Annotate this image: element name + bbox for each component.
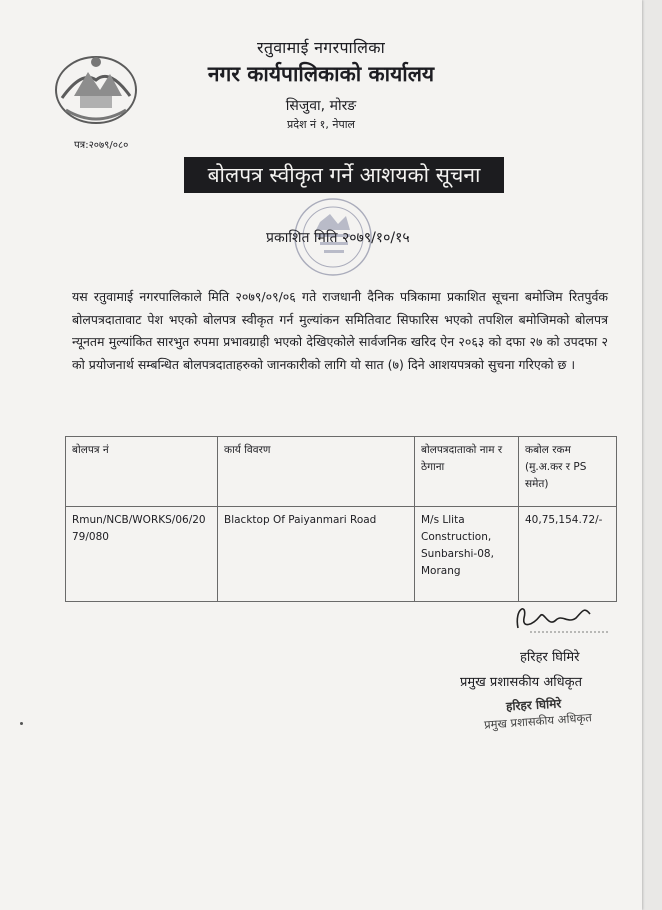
column-header-bidder: बोलपत्रदाताको नाम र ठेगाना [415, 437, 519, 507]
table-header-row [66, 437, 617, 507]
table-row [66, 507, 617, 602]
column-header-description: कार्य विवरण [218, 437, 415, 507]
punch-mark [20, 722, 23, 725]
signature-stamp-title: प्रमुख प्रशासकीय अधिकृत [483, 710, 593, 732]
column-header-tender-no: बोलपत्र नं [66, 437, 218, 507]
published-date: प्रकाशित मिति २०७९/१०/१५ [266, 230, 410, 246]
notice-body: यस रतुवामाई नगरपालिकाले मिति २०७९/०९/०६ गते राजधानी दैनिक पत्रिकामा प्रकाशित सूचना बमोजिम रितपुर्वक बोलपत्रदातावाट पेश भएको बोलपत्र स्वीकृत गर्न मुल्यांकन समितिवाट सिफारिस भएको तपशिल बमोजिमको बोलपत्र न्यूनतम मुल्यांकित सारभुत रुपमा प्रभावग्राही भएको देखिएकोले सार्वजनिक खरिद ऐन २०६३ को दफा २७ को उपदफा २ को प्रयोजनार्थ सम्बन्धित बोलपत्रदाताहरुको जानकारीको लागि यो सात (७) दिने आशयपत्रको सुचना गरिएको छ । [72, 289, 608, 372]
province-label: प्रदेश नं १, नेपाल [286, 118, 356, 131]
cell-amount: 40,75,154.72/- [519, 507, 617, 602]
cell-bidder: M/s Llita Construction, Sunbarshi-08, Morang [415, 507, 519, 602]
signature-icon [510, 598, 610, 640]
notice-title: बोलपत्र स्वीकृत गर्ने आशयको सूचना [184, 157, 504, 193]
column-header-amount: कबोल रकम (मु.अ.कर र PS समेत) [519, 437, 617, 507]
reference-number: पत्र:२०७९/०८० [74, 140, 129, 151]
signer-title: प्रमुख प्रशासकीय अधिकृत [460, 675, 583, 690]
signer-name: हरिहर घिमिरे [520, 650, 580, 665]
signature-stamp-name: हरिहर घिमिरे [505, 696, 562, 714]
municipality-name: रतुवामाई नगरपालिका [256, 38, 386, 57]
cell-description: Blacktop Of Paiyanmari Road [218, 507, 415, 602]
office-location: सिजुवा, मोरङ [285, 98, 357, 114]
cell-tender-no: Rmun/NCB/WORKS/06/2079/080 [66, 507, 218, 602]
office-name: नगर कार्यपालिकाको कार्यालय [207, 62, 435, 86]
tender-table [65, 436, 617, 602]
